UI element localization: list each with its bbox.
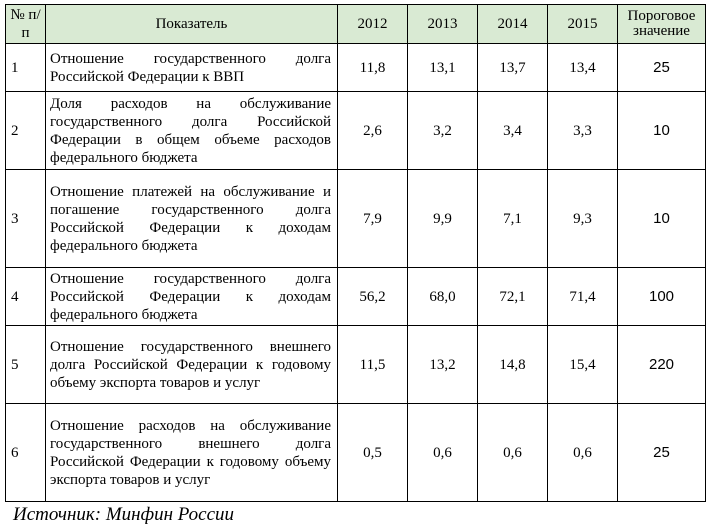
table-row (6, 268, 706, 326)
row-value-2014: 14,8 (478, 326, 548, 404)
row-value-2012: 56,2 (338, 268, 408, 326)
header-threshold: Пороговое значение (618, 5, 706, 44)
row-threshold: 220 (618, 326, 706, 404)
row-value-2012: 2,6 (338, 92, 408, 170)
table-row (6, 326, 706, 404)
row-indicator: Доля расходов на обслуживание государственного долга Российской Федерации в общем объеме расходов федерального бюджета (46, 92, 338, 170)
row-value-2013: 13,2 (408, 326, 478, 404)
row-indicator: Отношение государственного долга Российской Федерации к доходам федерального бюджета (46, 268, 338, 326)
row-indicator: Отношение платежей на обслуживание и погашение государственного долга Российской Федерации к доходам федерального бюджета (46, 170, 338, 268)
header-2015: 2015 (548, 5, 618, 44)
row-num: 1 (6, 44, 46, 92)
row-value-2013: 9,9 (408, 170, 478, 268)
header-indicator: Показатель (46, 5, 338, 44)
row-value-2015: 15,4 (548, 326, 618, 404)
row-threshold: 25 (618, 404, 706, 502)
header-2014: 2014 (478, 5, 548, 44)
row-threshold: 10 (618, 170, 706, 268)
row-value-2012: 11,5 (338, 326, 408, 404)
table-row (6, 92, 706, 170)
row-value-2013: 3,2 (408, 92, 478, 170)
table-header-row (6, 5, 706, 44)
row-value-2015: 13,4 (548, 44, 618, 92)
row-value-2015: 9,3 (548, 170, 618, 268)
row-value-2012: 7,9 (338, 170, 408, 268)
row-value-2015: 71,4 (548, 268, 618, 326)
table-row (6, 404, 706, 502)
row-value-2014: 13,7 (478, 44, 548, 92)
row-value-2013: 0,6 (408, 404, 478, 502)
debt-indicators-table (5, 4, 706, 502)
row-value-2013: 68,0 (408, 268, 478, 326)
row-value-2015: 0,6 (548, 404, 618, 502)
source-note: Источник: Минфин России (13, 504, 235, 525)
table-row (6, 170, 706, 268)
row-num: 6 (6, 404, 46, 502)
row-value-2014: 0,6 (478, 404, 548, 502)
row-value-2015: 3,3 (548, 92, 618, 170)
document (5, 4, 705, 502)
row-num: 2 (6, 92, 46, 170)
row-value-2012: 11,8 (338, 44, 408, 92)
row-num: 5 (6, 326, 46, 404)
header-2013: 2013 (408, 5, 478, 44)
row-value-2014: 72,1 (478, 268, 548, 326)
row-indicator: Отношение государственного внешнего долга Российской Федерации к годовому объему экспорта товаров и услуг (46, 326, 338, 404)
header-2012: 2012 (338, 5, 408, 44)
row-num: 3 (6, 170, 46, 268)
row-value-2014: 7,1 (478, 170, 548, 268)
header-num: № п/п (6, 5, 46, 44)
table-row (6, 44, 706, 92)
row-value-2012: 0,5 (338, 404, 408, 502)
row-threshold: 10 (618, 92, 706, 170)
row-value-2013: 13,1 (408, 44, 478, 92)
row-indicator: Отношение государственного долга Российской Федерации к ВВП (46, 44, 338, 92)
row-num: 4 (6, 268, 46, 326)
row-threshold: 100 (618, 268, 706, 326)
row-indicator: Отношение расходов на обслуживание государственного внешнего долга Российской Федерации к годовому объему экспорта товаров и услуг (46, 404, 338, 502)
row-value-2014: 3,4 (478, 92, 548, 170)
row-threshold: 25 (618, 44, 706, 92)
